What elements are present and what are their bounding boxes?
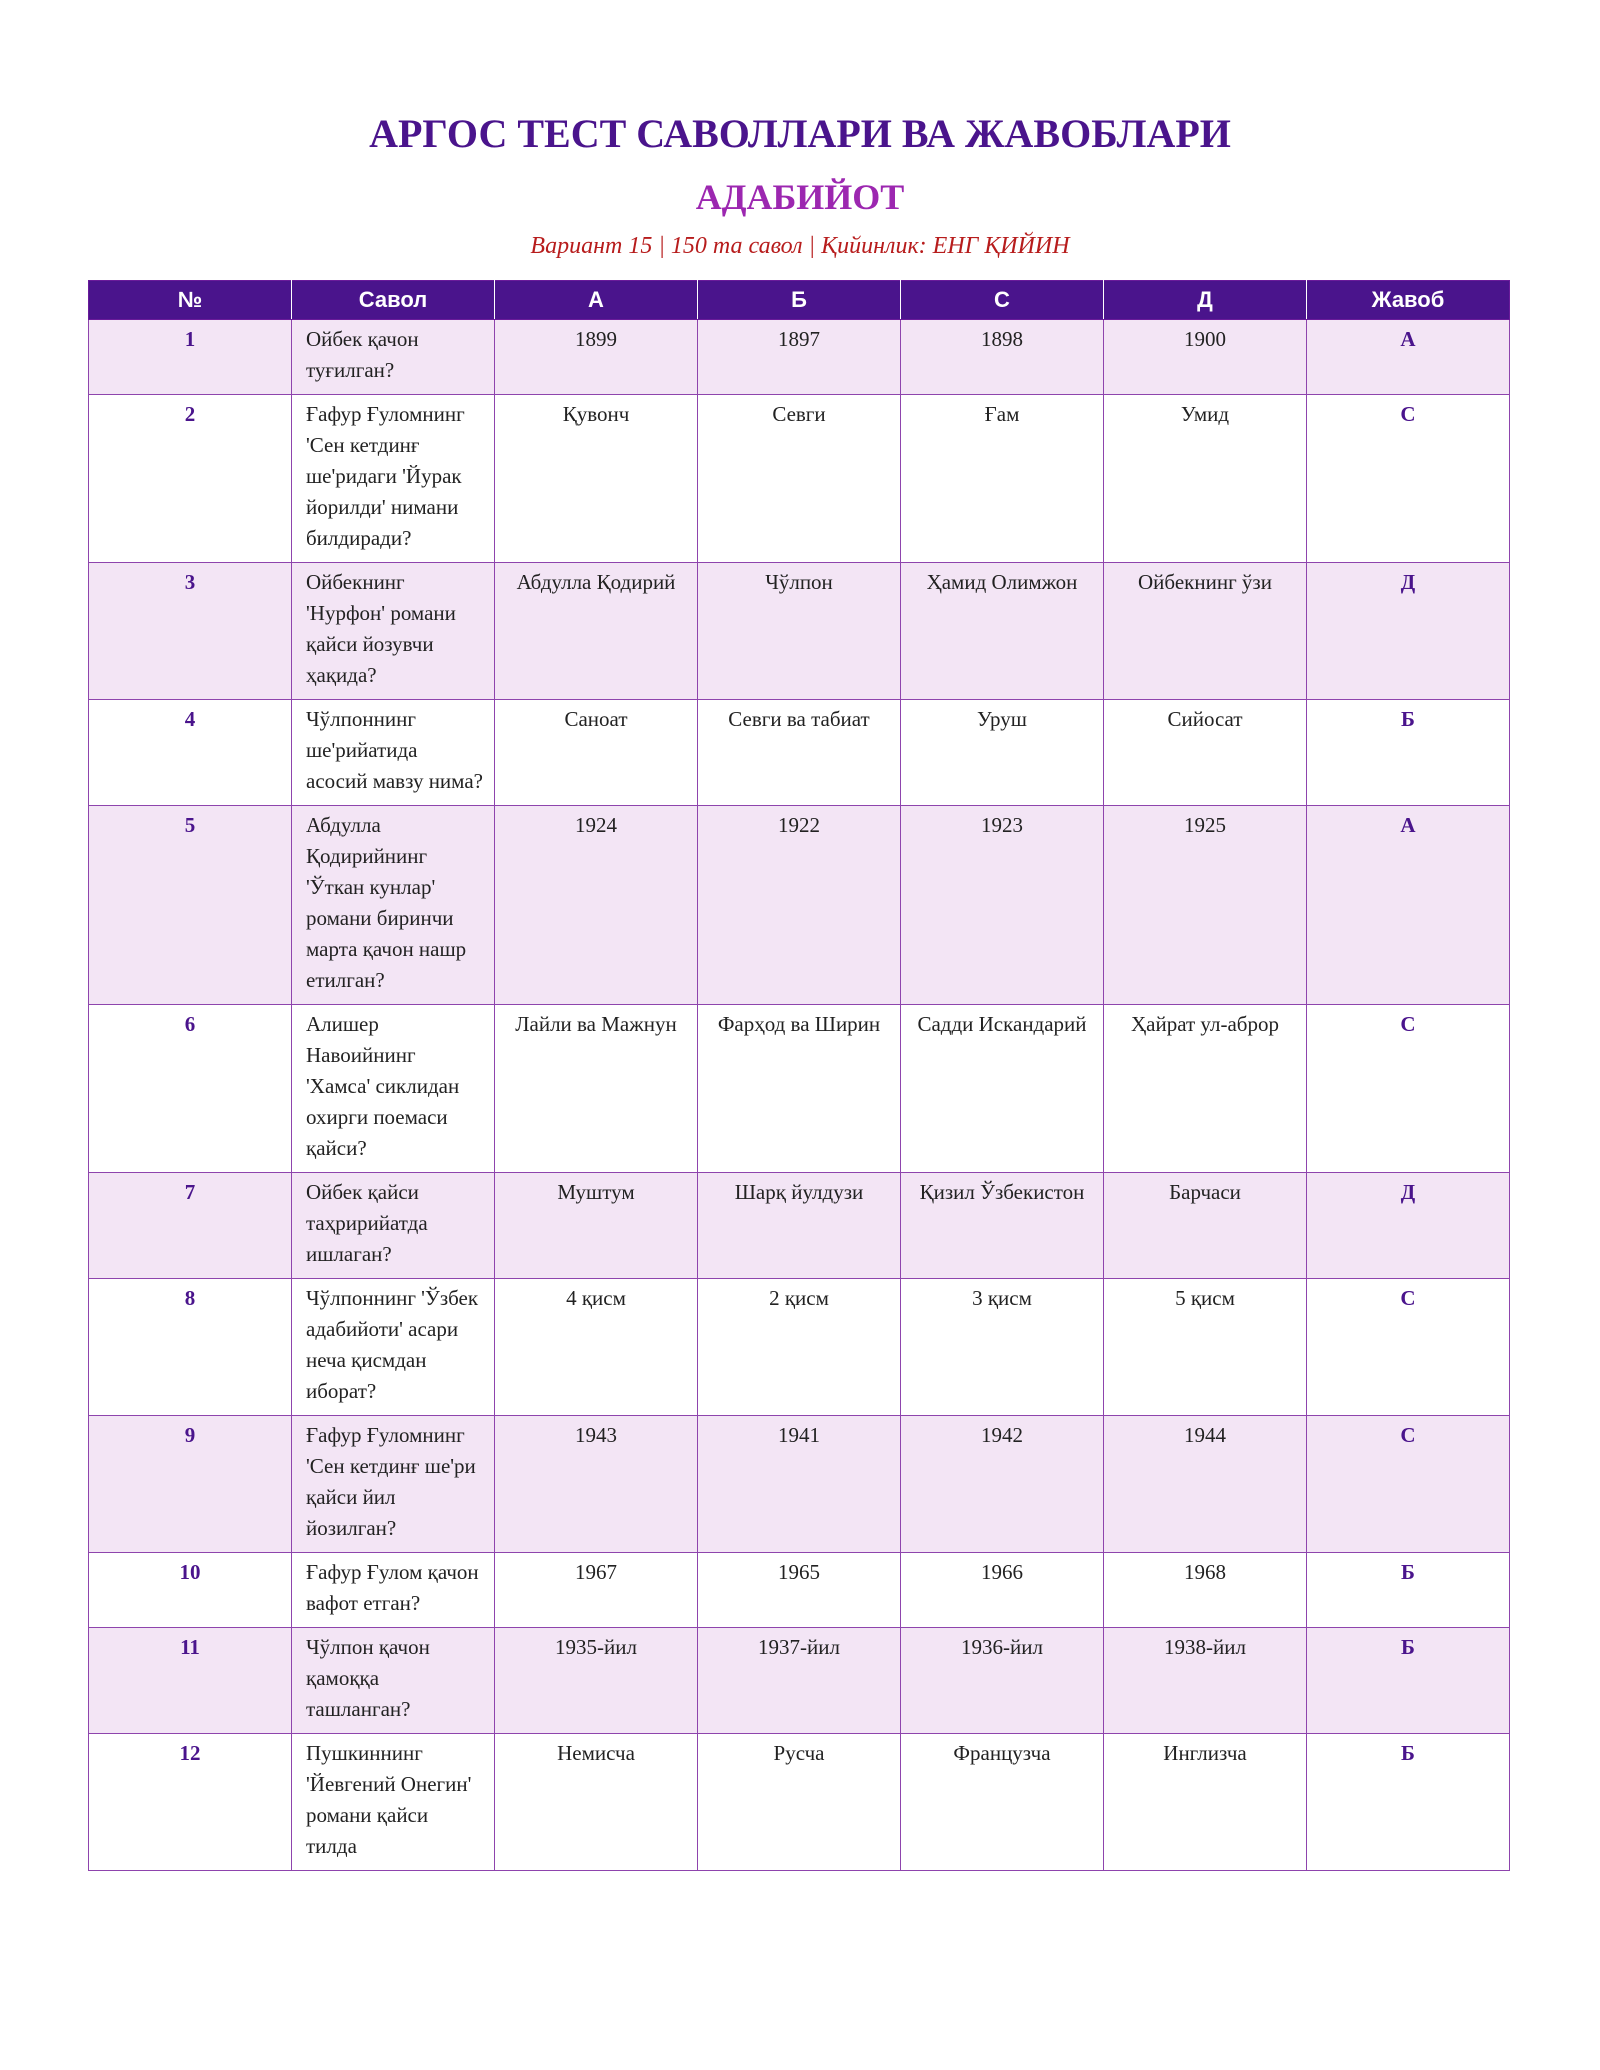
option-a: 1943 [495,1416,698,1553]
option-a: Лайли ва Мажнун [495,1005,698,1173]
option-b: 1965 [698,1553,901,1628]
option-c: Уруш [901,700,1104,806]
option-d: Инглизча [1104,1734,1307,1871]
question-number: 4 [89,700,292,806]
column-header-c: С [901,281,1104,320]
option-c: Қизил Ўзбекистон [901,1173,1104,1279]
table-row [89,320,1510,395]
option-a: Немисча [495,1734,698,1871]
option-d: 1900 [1104,320,1307,395]
option-a: 1935-йил [495,1628,698,1734]
option-b: Шарқ йулдузи [698,1173,901,1279]
header-row [89,281,1510,320]
correct-answer: Б [1307,700,1510,806]
option-c: 1923 [901,806,1104,1005]
question-number: 8 [89,1279,292,1416]
option-b: Фарҳод ва Ширин [698,1005,901,1173]
correct-answer: С [1307,395,1510,563]
question-text: Алишер Навоийнинг 'Хамса' сиклидан охирги поемаси қайси? [292,1005,495,1173]
question-text: Чўлпоннинг ше'рийатида асосий мавзу нима? [292,700,495,806]
question-text: Ғафур Ғуломнинг 'Сен кетдинғ ше'ридаги 'Йурак йорилди' нимани билдиради? [292,395,495,563]
question-text: Чўлпон қачон қамоққа ташланган? [292,1628,495,1734]
correct-answer: С [1307,1416,1510,1553]
option-d: Сийосат [1104,700,1307,806]
table-row [89,1005,1510,1173]
question-number: 2 [89,395,292,563]
column-header-a: А [495,281,698,320]
option-d: Умид [1104,395,1307,563]
option-d: 5 қисм [1104,1279,1307,1416]
option-b: Русча [698,1734,901,1871]
question-text: Чўлпоннинг 'Ўзбек адабийоти' асари неча қисмдан иборат? [292,1279,495,1416]
option-b: Чўлпон [698,563,901,700]
table-row [89,395,1510,563]
option-a: 1899 [495,320,698,395]
option-b: 1897 [698,320,901,395]
column-header-answer: Жавоб [1307,281,1510,320]
table-row [89,1628,1510,1734]
option-c: 1942 [901,1416,1104,1553]
option-b: 1937-йил [698,1628,901,1734]
table-header [89,281,1510,320]
option-c: 3 қисм [901,1279,1104,1416]
correct-answer: А [1307,806,1510,1005]
correct-answer: С [1307,1279,1510,1416]
option-d: 1938-йил [1104,1628,1307,1734]
option-a: Саноат [495,700,698,806]
option-c: Французча [901,1734,1104,1871]
option-a: 1967 [495,1553,698,1628]
question-text: Ойбекнинг 'Нурфон' романи қайси йозувчи ҳақида? [292,563,495,700]
option-a: Қувонч [495,395,698,563]
question-number: 7 [89,1173,292,1279]
question-number: 9 [89,1416,292,1553]
option-c: Ғам [901,395,1104,563]
table-body [89,320,1510,1871]
table-row [89,1279,1510,1416]
option-d: Барчаси [1104,1173,1307,1279]
option-a: 1924 [495,806,698,1005]
correct-answer: С [1307,1005,1510,1173]
column-header-number: № [89,281,292,320]
option-d: 1968 [1104,1553,1307,1628]
table-row [89,1173,1510,1279]
correct-answer: Б [1307,1553,1510,1628]
variant-info: Вариант 15 | 150 та савол | Қийинлик: ЕНГ ҚИЙИН [530,233,1070,259]
option-b: 1941 [698,1416,901,1553]
question-number: 10 [89,1553,292,1628]
option-a: Муштум [495,1173,698,1279]
question-text: Пушкиннинг 'Йевгений Онегин' романи қайси тилда [292,1734,495,1871]
question-text: Ойбек қайси таҳририйатда ишлаган? [292,1173,495,1279]
option-c: Садди Искандарий [901,1005,1104,1173]
question-number: 1 [89,320,292,395]
question-number: 12 [89,1734,292,1871]
column-header-b: Б [698,281,901,320]
correct-answer: Д [1307,1173,1510,1279]
table-row [89,1553,1510,1628]
question-text: Ғафур Ғулом қачон вафот етган? [292,1553,495,1628]
table-row [89,1734,1510,1871]
correct-answer: Д [1307,563,1510,700]
option-d: 1944 [1104,1416,1307,1553]
question-text: Ойбек қачон туғилган? [292,320,495,395]
option-c: 1966 [901,1553,1104,1628]
page-subtitle: АДАБИЙОТ [695,177,905,217]
question-text: Ғафур Ғуломнинг 'Сен кетдинғ ше'ри қайси йил йозилган? [292,1416,495,1553]
option-d: 1925 [1104,806,1307,1005]
column-header-question: Савол [292,281,495,320]
option-c: Ҳамид Олимжон [901,563,1104,700]
question-number: 11 [89,1628,292,1734]
option-d: Ҳайрат ул-аброр [1104,1005,1307,1173]
question-number: 5 [89,806,292,1005]
correct-answer: Б [1307,1734,1510,1871]
correct-answer: А [1307,320,1510,395]
page-title: АРГОС ТЕСТ САВОЛЛАРИ ВА ЖАВОБЛАРИ [369,111,1231,156]
option-a: Абдулла Қодирий [495,563,698,700]
option-a: 4 қисм [495,1279,698,1416]
table-row [89,806,1510,1005]
correct-answer: Б [1307,1628,1510,1734]
option-d: Ойбекнинг ўзи [1104,563,1307,700]
option-b: Севги [698,395,901,563]
table-row [89,563,1510,700]
option-b: 1922 [698,806,901,1005]
questions-table [88,280,1510,1871]
option-b: 2 қисм [698,1279,901,1416]
question-text: Абдулла Қодирийнинг 'Ўткан кунлар' романи биринчи марта қачон нашр етилган? [292,806,495,1005]
option-c: 1936-йил [901,1628,1104,1734]
column-header-d: Д [1104,281,1307,320]
option-b: Севги ва табиат [698,700,901,806]
table-row [89,700,1510,806]
question-number: 3 [89,563,292,700]
question-number: 6 [89,1005,292,1173]
table-row [89,1416,1510,1553]
option-c: 1898 [901,320,1104,395]
